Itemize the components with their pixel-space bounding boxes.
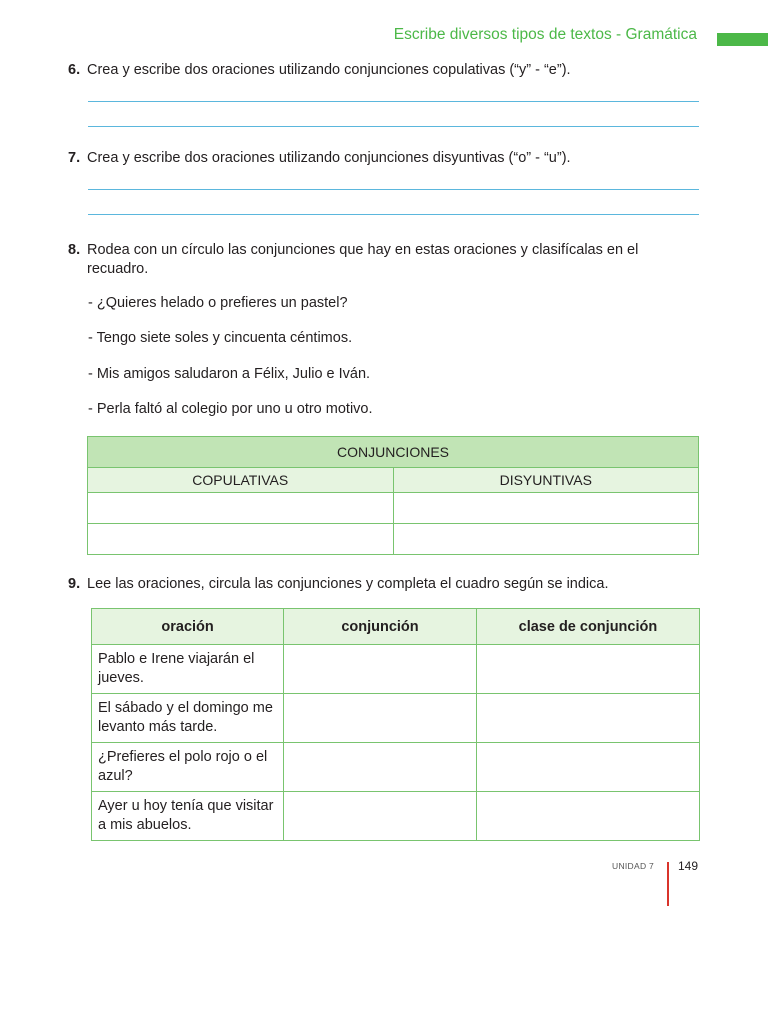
answer-cell[interactable] [476, 743, 699, 792]
answer-cell[interactable] [88, 493, 394, 524]
sentence-item: - Mis amigos saludaron a Félix, Julio e Iván. [88, 366, 371, 382]
answer-line[interactable] [88, 214, 699, 215]
table-title: CONJUNCIONES [88, 437, 699, 468]
header-accent-bar [717, 33, 768, 46]
table-row [92, 743, 700, 792]
sentence-item: - Perla faltó al colegio por uno u otro motivo. [88, 401, 373, 417]
column-header-disyuntivas: DISYUNTIVAS [393, 468, 699, 493]
sentence-cell: El sábado y el domingo me levanto más tarde. [92, 694, 284, 743]
column-header-oracion: oración [92, 609, 284, 645]
table-row [92, 792, 700, 841]
sentence-item: - ¿Quieres helado o prefieres un pastel? [88, 295, 348, 311]
answer-cell[interactable] [284, 645, 477, 694]
conjunctions-table [87, 436, 699, 555]
answer-cell[interactable] [476, 694, 699, 743]
table-row [92, 694, 700, 743]
answer-cell[interactable] [284, 792, 477, 841]
sentence-item: - Tengo siete soles y cincuenta céntimos. [88, 330, 353, 346]
unit-label: UNIDAD 7 [612, 861, 655, 871]
answer-cell[interactable] [284, 694, 477, 743]
question-text: Lee las oraciones, circula las conjunciones y completa el cuadro según se indica. [87, 576, 609, 592]
page-number: 149 [678, 859, 699, 873]
answer-line[interactable] [88, 189, 699, 190]
column-header-clase: clase de conjunción [476, 609, 699, 645]
answer-cell[interactable] [393, 524, 699, 555]
sentence-cell: Ayer u hoy tenía que visitar a mis abuelos. [92, 792, 284, 841]
question-number: 7. [68, 150, 81, 166]
sentence-analysis-table [91, 608, 700, 841]
table-row [92, 645, 700, 694]
column-header-copulativas: COPULATIVAS [88, 468, 394, 493]
section-title: Escribe diversos tipos de textos - Gramática [393, 26, 697, 43]
column-header-conjuncion: conjunción [284, 609, 477, 645]
answer-cell[interactable] [88, 524, 394, 555]
question-text: Rodea con un círculo las conjunciones que hay en estas oraciones y clasifícalas en el recuadro. [87, 242, 639, 277]
sentence-cell: ¿Prefieres el polo rojo o el azul? [92, 743, 284, 792]
question-text: Crea y escribe dos oraciones utilizando conjunciones disyuntivas (“o” - “u”). [87, 150, 571, 166]
answer-line[interactable] [88, 101, 699, 102]
question-number: 9. [68, 576, 81, 592]
question-number: 8. [68, 242, 81, 258]
answer-cell[interactable] [476, 645, 699, 694]
answer-cell[interactable] [284, 743, 477, 792]
footer-divider [667, 862, 669, 906]
question-text: Crea y escribe dos oraciones utilizando conjunciones copulativas (“y” - “e”). [87, 62, 571, 78]
answer-cell[interactable] [393, 493, 699, 524]
question-number: 6. [68, 62, 81, 78]
answer-cell[interactable] [476, 792, 699, 841]
sentence-cell: Pablo e Irene viajarán el jueves. [92, 645, 284, 694]
answer-line[interactable] [88, 126, 699, 127]
